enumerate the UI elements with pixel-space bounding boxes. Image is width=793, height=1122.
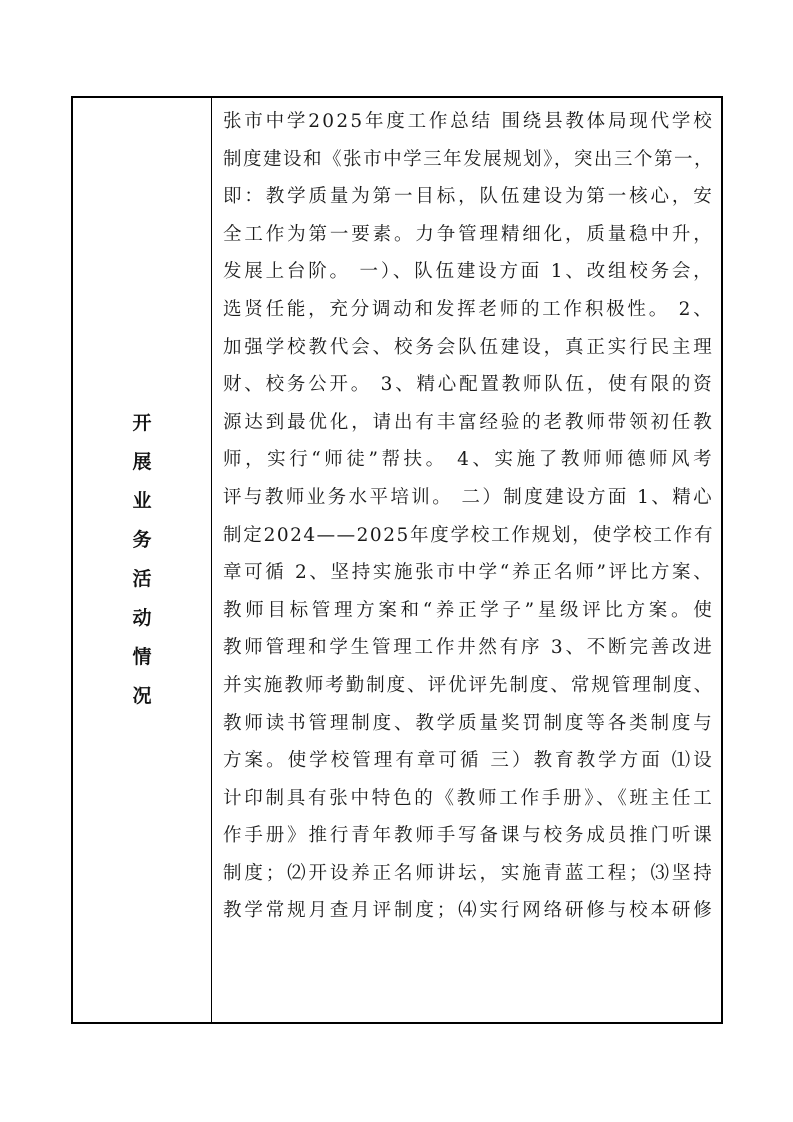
summary-text-line: 教师管理和学生管理工作井然有序 3、不断完善改进 (223, 637, 714, 659)
summary-text-line: 作手册》推行青年教师手写备课与校务成员推门听课 (223, 825, 714, 847)
summary-text-line: 张市中学2025年度工作总结 围绕县教体局现代学校 (223, 111, 714, 132)
summary-text-line: 教师目标管理方案和“养正学子”星级评比方案。使 (223, 599, 714, 621)
section-label-char: 活 (132, 568, 152, 590)
activity-form-table (71, 96, 723, 1024)
summary-text-line: 师，实行“师徒”帮扶。 4、实施了教师师德师风考 (223, 449, 714, 471)
section-label-cell (73, 98, 212, 1022)
work-summary-content (212, 98, 721, 1022)
summary-text-line: 制定2024——2025年度学校工作规划，使学校工作有 (223, 524, 714, 546)
summary-text-line: 制度；⑵开设养正名师讲坛，实施青蓝工程；⑶坚持 (223, 862, 714, 884)
summary-text-line: 源达到最优化，请出有丰富经验的老教师带领初任教 (223, 411, 714, 433)
section-label-char: 业 (132, 490, 152, 512)
section-label-char: 展 (132, 451, 152, 473)
summary-text-line: 制度建设和《张市中学三年发展规划》，突出三个第一， (223, 148, 714, 170)
section-label-char: 况 (132, 685, 152, 707)
summary-text-line: 选贤任能，充分调动和发挥老师的工作积极性。 2、 (223, 298, 714, 320)
section-label-char: 动 (132, 607, 152, 629)
summary-text-line: 教师读书管理制度、教学质量奖罚制度等各类制度与 (223, 712, 714, 734)
summary-text-line: 即：教学质量为第一目标，队伍建设为第一核心，安 (223, 186, 714, 208)
summary-text-line: 发展上台阶。 一）、队伍建设方面 1、改组校务会， (223, 261, 714, 283)
summary-text-line: 教学常规月查月评制度；⑷实行网络研修与校本研修 (223, 900, 714, 922)
summary-text-line: 章可循 2、坚持实施张市中学“养正名师”评比方案、 (223, 562, 714, 584)
section-label-char: 务 (132, 529, 152, 551)
summary-text-line: 财、校务公开。 3、精心配置教师队伍，使有限的资 (223, 374, 714, 396)
summary-text-line: 方案。使学校管理有章可循 三）教育教学方面 ⑴设 (223, 750, 714, 772)
summary-text-line: 加强学校教代会、校务会队伍建设，真正实行民主理 (223, 336, 714, 358)
section-label-char: 开 (132, 412, 152, 434)
summary-text-line: 评与教师业务水平培训。 二）制度建设方面 1、精心 (223, 486, 714, 508)
section-label-char: 情 (132, 646, 152, 668)
summary-text-line: 计印制具有张中特色的《教师工作手册》、《班主任工 (223, 787, 714, 809)
summary-text-line: 全工作为第一要素。力争管理精细化，质量稳中升， (223, 223, 714, 245)
summary-text-line: 并实施教师考勤制度、评优评先制度、常规管理制度、 (223, 674, 714, 696)
